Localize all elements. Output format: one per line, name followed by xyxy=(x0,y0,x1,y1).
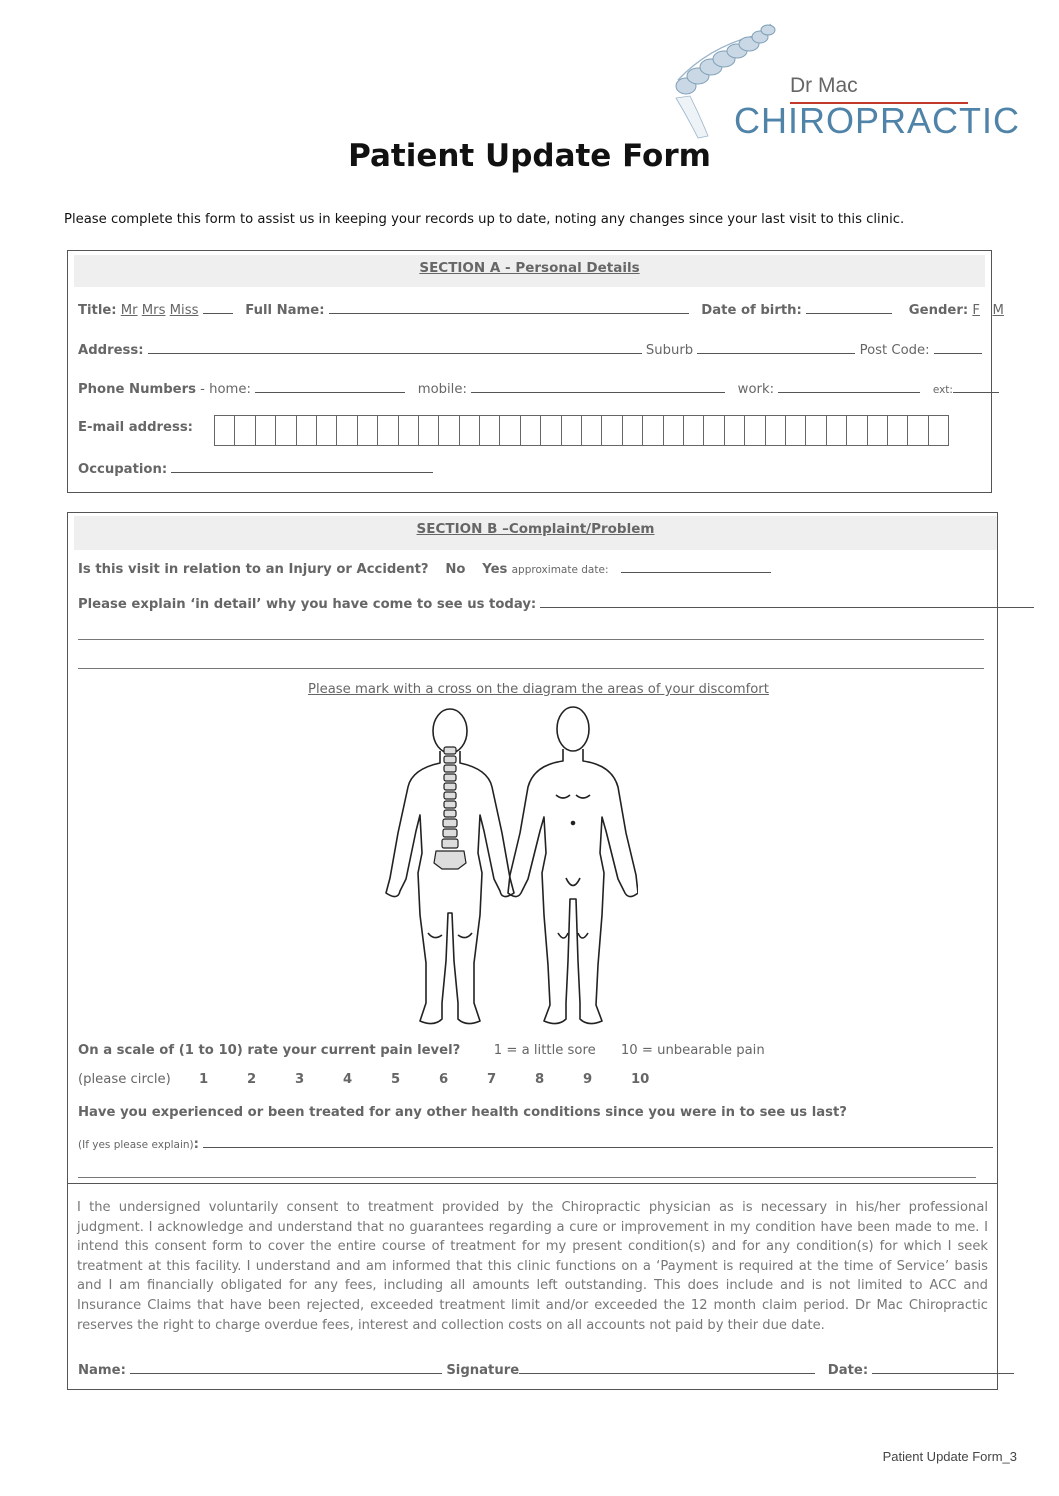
email-char-box[interactable] xyxy=(316,415,337,446)
ext-label: ext: xyxy=(932,384,953,396)
pain-scale-option-3[interactable]: 3 xyxy=(295,1072,305,1087)
suburb-field[interactable] xyxy=(697,341,855,354)
pain-scale-option-8[interactable]: 8 xyxy=(535,1072,545,1087)
explain-line-3[interactable] xyxy=(78,668,984,669)
section-b-heading: SECTION B –Complaint/Problem xyxy=(74,516,997,550)
ext-field[interactable] xyxy=(953,380,999,393)
email-char-box[interactable] xyxy=(540,415,561,446)
pain-low-label: 1 = a little sore xyxy=(493,1043,596,1058)
email-char-box[interactable] xyxy=(724,415,745,446)
name-label: Name: xyxy=(78,1363,126,1378)
email-char-box[interactable] xyxy=(479,415,500,446)
full-name-label: Full Name: xyxy=(245,303,325,318)
pain-high-label: 10 = unbearable pain xyxy=(620,1043,765,1058)
email-label: E-mail address: xyxy=(78,420,193,435)
title-label: Title: xyxy=(78,303,117,318)
email-char-box[interactable] xyxy=(928,415,949,446)
signature-row xyxy=(78,1361,1014,1378)
page-title: Patient Update Form xyxy=(348,138,711,174)
other-conditions-question: Have you experienced or been treated for any other health conditions since you were in to see us last? xyxy=(78,1105,847,1120)
pain-scale-option-6[interactable]: 6 xyxy=(439,1072,449,1087)
title-other-field[interactable] xyxy=(203,301,233,314)
title-option-mrs[interactable]: Mrs xyxy=(141,303,166,318)
email-char-box[interactable] xyxy=(907,415,928,446)
circle-scale-row xyxy=(78,1072,171,1087)
diagram-instruction: Please mark with a cross on the diagram the areas of your discomfort xyxy=(308,682,769,697)
other-conditions-row xyxy=(78,1105,847,1120)
explain-line-2[interactable] xyxy=(78,639,984,640)
email-char-box[interactable] xyxy=(663,415,684,446)
logo-chiropractic-text: CHIROPRACTIC xyxy=(734,100,1021,141)
email-char-box[interactable] xyxy=(887,415,908,446)
email-char-box[interactable] xyxy=(744,415,765,446)
dob-field[interactable] xyxy=(806,301,892,314)
pain-scale-option-7[interactable]: 7 xyxy=(487,1072,497,1087)
approx-date-label: approximate date: xyxy=(511,564,609,576)
gender-option-f[interactable]: F xyxy=(972,303,980,318)
email-char-box[interactable] xyxy=(234,415,255,446)
email-char-box[interactable] xyxy=(826,415,847,446)
footer-form-id: Patient Update Form_3 xyxy=(882,1449,1017,1464)
spine-overlay xyxy=(434,747,466,869)
pain-scale-option-10[interactable]: 10 xyxy=(631,1072,650,1087)
signature-field[interactable] xyxy=(519,1361,815,1374)
postcode-label: Post Code: xyxy=(859,343,930,358)
title-name-row xyxy=(78,301,1004,318)
email-char-box[interactable] xyxy=(642,415,663,446)
if-yes-label: (If yes please explain) xyxy=(78,1139,194,1151)
signature-label: Signature xyxy=(446,1363,520,1378)
email-char-box[interactable] xyxy=(805,415,826,446)
consent-text: I the undersigned voluntarily consent to treatment provided by the Chiropractic physician as is necessary in his/her professional judgment. I acknowledge and understand that no guarantees regarding a cure or improvement in my condition have been made to me. I intend this consent form to cover the entire course of treatment for my present condition(s) and for any condition(s) for which I seek treatment at this facility. I understand and am informed that this clinic functions on a ‘Payment is required at the time of Service’ basis and I am financially obligated for any fees, including all amounts left outstanding. This does include and is not limited to ACC and Insurance Claims that have been rejected, exceeded treatment limit and/or exceeded the 12 month claim period. Dr Mac Chiropractic reserves the right to charge overdue fees, interest and collection costs on all accounts not paid by their due date. xyxy=(68,1183,997,1335)
injury-date-field[interactable] xyxy=(621,560,771,573)
address-label: Address: xyxy=(78,343,144,358)
email-char-box[interactable] xyxy=(785,415,806,446)
email-char-box[interactable] xyxy=(846,415,867,446)
suburb-label: Suburb xyxy=(645,343,694,358)
explain-label: Please explain ‘in detail’ why you have come to see us today: xyxy=(78,597,537,612)
occupation-label: Occupation: xyxy=(78,462,168,477)
pain-scale-option-9[interactable]: 9 xyxy=(583,1072,593,1087)
other-conditions-line-2[interactable] xyxy=(78,1177,976,1178)
mobile-field[interactable] xyxy=(471,380,725,393)
pain-scale-option-1[interactable]: 1 xyxy=(199,1072,209,1087)
injury-row xyxy=(78,560,771,577)
occupation-row xyxy=(78,460,433,477)
email-char-box[interactable] xyxy=(377,415,398,446)
email-char-box[interactable] xyxy=(438,415,459,446)
date-label: Date: xyxy=(827,1363,869,1378)
body-diagram[interactable] xyxy=(368,703,638,1033)
injury-no-option[interactable]: No xyxy=(445,562,466,577)
email-field[interactable] xyxy=(215,415,949,446)
title-option-miss[interactable]: Miss xyxy=(169,303,199,318)
pain-scale-row xyxy=(78,1043,765,1058)
injury-yes-option[interactable]: Yes xyxy=(482,562,508,577)
date-field[interactable] xyxy=(872,1361,1014,1374)
email-char-box[interactable] xyxy=(601,415,622,446)
circle-label: (please circle) xyxy=(78,1072,171,1087)
email-char-box[interactable] xyxy=(255,415,276,446)
address-field[interactable] xyxy=(148,341,642,354)
occupation-field[interactable] xyxy=(171,460,433,473)
email-char-box[interactable] xyxy=(765,415,786,446)
pain-scale-option-4[interactable]: 4 xyxy=(343,1072,353,1087)
email-row xyxy=(78,420,193,435)
title-option-mr[interactable]: Mr xyxy=(120,303,138,318)
email-char-box[interactable] xyxy=(703,415,724,446)
email-char-box[interactable] xyxy=(275,415,296,446)
section-b-box xyxy=(67,512,998,1390)
gender-label: Gender: xyxy=(908,303,969,318)
email-char-box[interactable] xyxy=(499,415,520,446)
email-char-box[interactable] xyxy=(398,415,419,446)
explain-field[interactable] xyxy=(540,595,1034,608)
home-phone-field[interactable] xyxy=(255,380,405,393)
postcode-field[interactable] xyxy=(934,341,982,354)
email-char-box[interactable] xyxy=(214,415,235,446)
gender-option-m[interactable]: M xyxy=(992,303,1004,318)
section-a-heading: SECTION A - Personal Details xyxy=(74,255,985,287)
dob-label: Date of birth: xyxy=(701,303,802,318)
phone-label: Phone Numbers xyxy=(78,382,196,397)
pain-scale-option-2[interactable]: 2 xyxy=(247,1072,257,1087)
address-row xyxy=(78,341,982,358)
if-yes-row: (If yes please explain): xyxy=(78,1135,993,1152)
email-char-box[interactable] xyxy=(296,415,317,446)
email-char-box[interactable] xyxy=(867,415,888,446)
email-char-box[interactable] xyxy=(520,415,541,446)
email-char-box[interactable] xyxy=(459,415,480,446)
section-a-box xyxy=(67,250,1004,493)
mobile-label: mobile: xyxy=(417,382,467,397)
phone-row xyxy=(78,380,999,397)
email-char-box[interactable] xyxy=(581,415,602,446)
other-conditions-field[interactable] xyxy=(203,1135,993,1148)
intro-text: Please complete this form to assist us in keeping your records up to date, noting any changes since your last visit to this clinic. xyxy=(64,212,905,227)
injury-question: Is this visit in relation to an Injury or Accident? xyxy=(78,562,429,577)
work-phone-field[interactable] xyxy=(778,380,920,393)
email-char-box[interactable] xyxy=(357,415,378,446)
name-field[interactable] xyxy=(130,1361,442,1374)
pain-question: On a scale of (1 to 10) rate your current pain level? xyxy=(78,1043,461,1058)
front-figure xyxy=(508,707,638,1024)
work-label: work: xyxy=(737,382,775,397)
email-char-box[interactable] xyxy=(418,415,439,446)
email-char-box[interactable] xyxy=(336,415,357,446)
email-char-box[interactable] xyxy=(561,415,582,446)
logo-dr-mac-text: Dr Mac xyxy=(790,74,858,97)
home-phone-label: - home: xyxy=(200,382,251,397)
explain-row xyxy=(78,595,1034,612)
pain-scale-option-5[interactable]: 5 xyxy=(391,1072,401,1087)
email-char-box[interactable] xyxy=(683,415,704,446)
full-name-field[interactable] xyxy=(329,301,689,314)
email-char-box[interactable] xyxy=(622,415,643,446)
